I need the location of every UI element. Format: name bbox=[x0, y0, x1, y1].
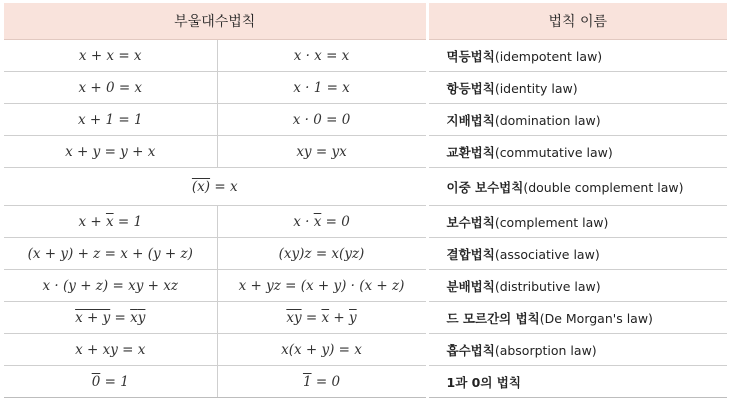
formula-part: x · bbox=[293, 213, 314, 230]
formula-left: x · (y + z) = xy + xz bbox=[4, 270, 217, 302]
formula-left bbox=[4, 366, 217, 398]
overlined-term: x + y bbox=[75, 309, 111, 326]
header-boolean-laws: 부울대수법칙 bbox=[4, 3, 427, 40]
law-name-en: (complement law) bbox=[494, 214, 609, 230]
law-name-en: (domination law) bbox=[494, 112, 601, 128]
table-row bbox=[4, 40, 727, 72]
table-row bbox=[4, 334, 727, 366]
formula-left: x + y = y + x bbox=[4, 136, 217, 168]
formula-left bbox=[4, 206, 217, 238]
law-name-en: (commutative law) bbox=[494, 144, 613, 160]
law-name-ko: 항등법칙 bbox=[446, 80, 495, 96]
law-name-ko: 분배법칙 bbox=[446, 278, 495, 294]
overlined-term: (x) bbox=[191, 178, 211, 195]
law-name-ko: 1과 0의 법칙 bbox=[446, 374, 521, 390]
overlined-term: $\overline{x}$ bbox=[105, 213, 114, 230]
table-row bbox=[4, 206, 727, 238]
law-name bbox=[427, 206, 727, 238]
law-name-ko: 흡수법칙 bbox=[446, 342, 495, 358]
table-row bbox=[4, 72, 727, 104]
law-name-ko: 드 모르간의 법칙 bbox=[446, 310, 540, 326]
formula-part: = 0 bbox=[321, 213, 350, 230]
formula-left: (x + y) + z = x + (y + z) bbox=[4, 238, 217, 270]
law-name-en: (distributive law) bbox=[494, 278, 601, 294]
law-name bbox=[427, 238, 727, 270]
header-row bbox=[4, 3, 727, 40]
formula-right bbox=[217, 206, 427, 238]
formula-left: x + x = x bbox=[4, 40, 217, 72]
overlined-term: $\overline{xy}$ bbox=[286, 309, 302, 326]
overlined-term: $\overline{y}$ bbox=[349, 309, 357, 326]
law-name-ko: 교환법칙 bbox=[446, 144, 495, 160]
header-law-name: 법칙 이름 bbox=[427, 3, 727, 40]
table-row bbox=[4, 104, 727, 136]
law-name bbox=[427, 72, 727, 104]
formula-part: = 0 bbox=[311, 373, 341, 390]
law-name bbox=[427, 104, 727, 136]
law-name bbox=[427, 168, 727, 206]
formula-right bbox=[217, 366, 427, 398]
formula-left: x + 1 = 1 bbox=[4, 104, 217, 136]
table-row bbox=[4, 136, 727, 168]
law-name-en: (De Morgan's law) bbox=[539, 310, 653, 326]
formula-right: x(x + y) = x bbox=[217, 334, 427, 366]
law-name bbox=[427, 136, 727, 168]
law-name-en: (double complement law) bbox=[523, 179, 684, 195]
law-name-ko: 지배법칙 bbox=[446, 112, 495, 128]
law-name bbox=[427, 302, 727, 334]
law-name bbox=[427, 334, 727, 366]
formula-right: x + yz = (x + y) · (x + z) bbox=[217, 270, 427, 302]
table-row bbox=[4, 366, 727, 398]
formula-left: x + xy = x bbox=[4, 334, 217, 366]
law-name bbox=[427, 270, 727, 302]
law-name-ko: 보수법칙 bbox=[446, 214, 495, 230]
table-row bbox=[4, 302, 727, 334]
formula-part: = bbox=[301, 309, 322, 326]
law-name-ko: 결합법칙 bbox=[446, 246, 495, 262]
law-name-en: (associative law) bbox=[494, 246, 600, 262]
formula-part: + bbox=[329, 309, 350, 326]
law-name-en: (absorption law) bbox=[494, 342, 597, 358]
formula-double-complement bbox=[4, 168, 427, 206]
formula-part: x + bbox=[78, 213, 106, 230]
table-row bbox=[4, 238, 727, 270]
boolean-laws-table bbox=[4, 3, 727, 398]
table-row bbox=[4, 168, 727, 206]
formula-right: xy = yx bbox=[217, 136, 427, 168]
law-name-ko: 멱등법칙 bbox=[446, 48, 495, 64]
overlined-term: 0 bbox=[91, 373, 101, 390]
law-name-en: (identity law) bbox=[494, 80, 578, 96]
law-name-ko: 이중 보수법칙 bbox=[446, 179, 524, 195]
formula-right bbox=[217, 302, 427, 334]
formula-right: (xy)z = x(yz) bbox=[217, 238, 427, 270]
table-row bbox=[4, 270, 727, 302]
formula-right: x · 0 = 0 bbox=[217, 104, 427, 136]
formula-right: x · 1 = x bbox=[217, 72, 427, 104]
law-name bbox=[427, 366, 727, 398]
formula-left: x + 0 = x bbox=[4, 72, 217, 104]
formula-part: = 1 bbox=[113, 213, 143, 230]
overlined-term: $\overline{x}$ bbox=[321, 309, 330, 326]
formula-part: = 1 bbox=[100, 373, 129, 390]
overlined-term: $\overline{x}$ bbox=[130, 309, 138, 326]
overlined-term: 1 bbox=[302, 373, 312, 390]
law-name bbox=[427, 40, 727, 72]
formula-right: x · x = x bbox=[217, 40, 427, 72]
formula-rest: = x bbox=[210, 178, 238, 195]
overlined-term: $\overline{x}$ bbox=[313, 213, 322, 230]
formula-part: = bbox=[110, 309, 131, 326]
formula-left bbox=[4, 302, 217, 334]
overlined-term: $\overline{y}$ bbox=[137, 309, 146, 326]
law-name-en: (idempotent law) bbox=[494, 48, 603, 64]
